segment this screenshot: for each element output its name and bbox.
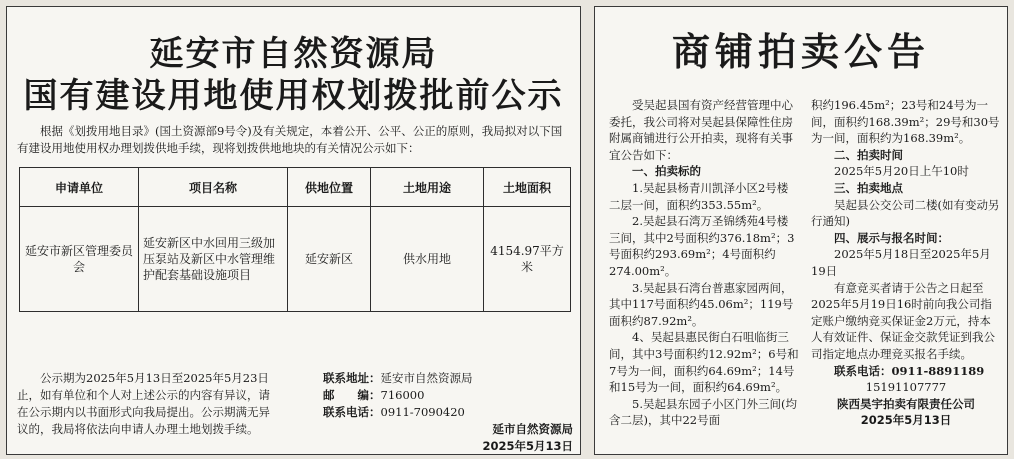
notice-date: 2025年5月13日 (482, 439, 573, 453)
table-row (20, 207, 571, 312)
table-cell-use: 供水用地 (371, 207, 484, 312)
table-header: 土地面积 (484, 168, 571, 207)
table-cell-area: 4154.97平方米 (484, 207, 571, 312)
auction-date: 2025年5月13日 (860, 413, 952, 428)
auction-column-left (609, 97, 799, 429)
notice-signature: 延市自然资源局 (492, 422, 573, 436)
auction-company: 陕西昊宇拍卖有限责任公司 (837, 396, 975, 411)
contact-block (323, 370, 573, 455)
notice-title-authority: 延安市自然资源局 (149, 34, 438, 74)
notice-period-text: 公示期为2025年5月13日至2025年5月23日止，如有单位和个人对上述公示的内容有异议，请在公示期内以书面形式向我局提出。公示期满无异议的，我局将依法向申请人办理土地划拨手续。 (17, 371, 270, 436)
auction-section-heading: 二、拍卖时间 (834, 147, 903, 162)
table-header: 供地位置 (288, 168, 371, 207)
contact-postcode: 邮 编：716000 (323, 388, 425, 402)
table-header: 土地用途 (371, 168, 484, 207)
auction-contact-phone: 联系电话：0911-8891189 (834, 363, 985, 378)
land-table (19, 167, 571, 312)
auction-column-right (811, 97, 1001, 429)
auction-section-heading: 一、拍卖标的 (632, 164, 701, 179)
auction-paragraph: 积约196.45m²；23号和24号为一间，面积约168.39m²；29号和30号为一间，面积约为168.39m²。 (811, 98, 1000, 146)
contact-phone: 联系电话：0911-7090420 (323, 405, 465, 419)
auction-paragraph: 1.吴起县杨青川凯泽小区2号楼二层一间，面积约353.55m²。 (609, 180, 789, 212)
notice-intro: 根据《划拨用地目录》(国土资源部9号令)及有关规定，本着公开、公平、公正的原则，我局拟对以下国有建设用地使用权办理划拨供地手续，现将划拨供地地块的有关情况公示如下： (17, 124, 563, 155)
table-cell-applicant: 延安市新区管理委员会 (20, 207, 139, 312)
table-cell-project: 延安新区中水回用三级加压泵站及新区中水管理维护配套基础设施项目 (139, 207, 288, 312)
table-header-row (20, 168, 571, 207)
auction-paragraph: 4、吴起县惠民街白石咀临街三间，其中3号面积约12.92m²；6号和7号为一间，面积约64.69m²；14号和15号为一间，面积约64.69m²。 (609, 330, 799, 395)
auction-section-heading: 三、拍卖地点 (834, 180, 903, 195)
auction-paragraph: 5.吴起县东园子小区门外三间(均含二层)，其中22号面 (609, 396, 797, 428)
auction-paragraph: 2025年5月18日至2025年5月19日 (811, 247, 991, 278)
auction-section-heading: 四、展示与报名时间： (834, 230, 949, 245)
auction-paragraph: 吴起县公交公司二楼(如有变动另行通知) (811, 197, 1000, 229)
auction-paragraph: 2025年5月20日上午10时 (834, 164, 969, 179)
auction-title: 商铺拍卖公告 (671, 29, 930, 74)
contact-address: 联系地址：延安市自然资源局 (323, 371, 473, 385)
table-cell-location: 延安新区 (288, 207, 371, 312)
land-allocation-notice (6, 6, 581, 455)
auction-paragraph: 有意竞买者请于公告之日起至2025年5月19日16时前向我公司指定账户缴纳竞买保证金2万元，持本人有效证件、保证金交款凭证到我公司指定地点办理竞买报名手续。 (811, 280, 995, 361)
notice-title-subject: 国有建设用地使用权划拨批前公示 (23, 76, 564, 116)
auction-paragraph: 受吴起县国有资产经营管理中心委托，我公司将对吴起县保障性住房附属商铺进行公开拍卖，现将有关事宜公告如下： (609, 98, 793, 162)
auction-paragraph: 2.吴起县石湾万圣锦绣苑4号楼三间，其中2号面积约376.18m²；3号面积约293.69m²；4号面积约274.00m²。 (609, 214, 795, 278)
table-header: 申请单位 (20, 168, 139, 207)
table-header: 项目名称 (139, 168, 288, 207)
auction-paragraph: 3.吴起县石湾台普惠家园两间，其中117号面积约45.06m²；119号面积约87.92m²。 (609, 280, 794, 328)
auction-notice (594, 6, 1008, 455)
auction-contact-phone-2: 15191107777 (865, 380, 947, 395)
